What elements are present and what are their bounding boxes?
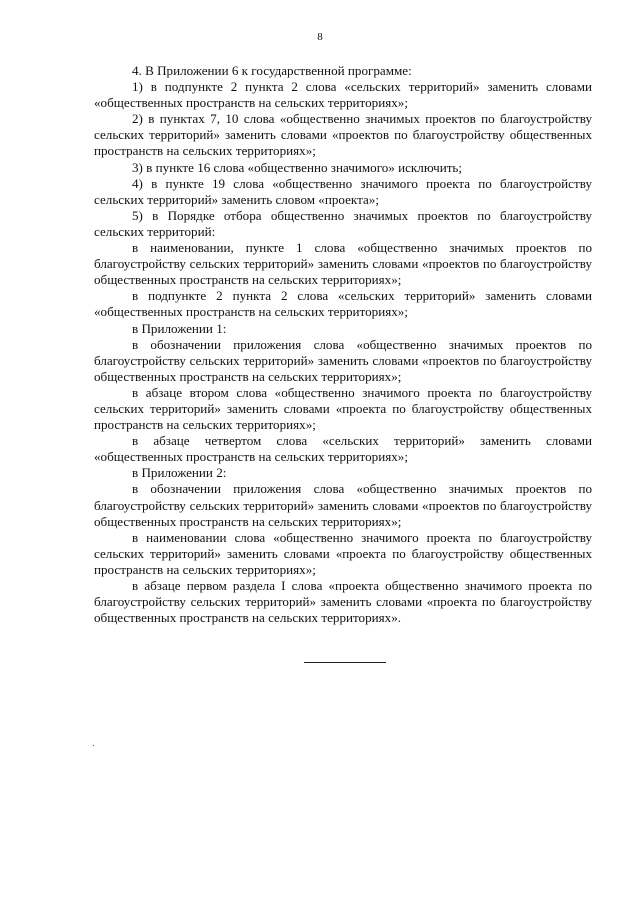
paragraph-appendix-2-naming: в наименовании слова «общественно значимого проекта по благоустройству сельских территорий» заменить словами «проекта по благоустройству общественных пространств на сельских территориях»; (94, 529, 592, 577)
paragraph-subitem-5: 5) в Порядке отбора общественно значимых проектов по благоустройству сельских территорий: (94, 207, 592, 239)
paragraph-subitem-1: 1) в подпункте 2 пункта 2 слова «сельских территорий» заменить словами «общественных пространств на сельских территориях»; (94, 79, 592, 111)
paragraph-naming-point-1: в наименовании, пункте 1 слова «общественно значимых проектов по благоустройству сельских территорий» заменить словами «проектов по благоустройству общественных пространств на сельских территориях»; (94, 240, 592, 288)
paragraph-appendix-1-heading: в Приложении 1: (132, 320, 227, 336)
document-body (94, 63, 592, 626)
paragraph-appendix-1-designation: в обозначении приложения слова «общественно значимых проектов по благоустройству сельских территорий» заменить словами «проектов по благоустройству общественных пространств на сельских территориях»; (94, 336, 592, 384)
paragraph-subpoint-2-point-2: в подпункте 2 пункта 2 слова «сельских территорий» заменить словами «общественных пространств на сельских территориях»; (94, 288, 592, 320)
paragraph-subitem-4: 4) в пункте 19 слова «общественно значимого проекта по благоустройству сельских территорий» заменить словом «проекта»; (94, 175, 592, 207)
paragraph-item-4-heading: 4. В Приложении 6 к государственной программе: (132, 63, 412, 78)
page-number: 8 (317, 31, 323, 43)
paragraph-subitem-2: 2) в пунктах 7, 10 слова «общественно значимых проектов по благоустройству сельских территорий» заменить словами «проектов по благоустройству общественных пространств на сельских территориях»; (94, 111, 592, 159)
paragraph-appendix-2-heading: в Приложении 2: (132, 465, 227, 481)
paragraph-appendix-1-second-indent: в абзаце втором слова «общественно значимого проекта по благоустройству сельских территорий» заменить словами «проекта по благоустройству общественных пространств на сельских территориях»; (94, 384, 592, 433)
end-of-text-divider (304, 662, 386, 663)
paragraph-appendix-2-designation: в обозначении приложения слова «общественно значимых проектов по благоустройству сельских территорий» заменить словами «проектов по благоустройству общественных пространств на сельских территориях»; (94, 481, 592, 529)
paragraph-subitem-3: 3) в пункте 16 слова «общественно значимого» исключить; (132, 159, 463, 175)
paragraph-appendix-1-fourth-indent: в абзаце четвертом слова «сельских территорий» заменить словами «общественных пространств на сельских территориях»; (94, 433, 592, 465)
scan-speck (93, 745, 94, 746)
paragraph-appendix-2-section-1: в абзаце первом раздела I слова «проекта общественно значимого проекта по благоустройству сельских территорий» заменить словами «проекта по благоустройству общественных пространств на сельских территориях». (94, 578, 592, 626)
